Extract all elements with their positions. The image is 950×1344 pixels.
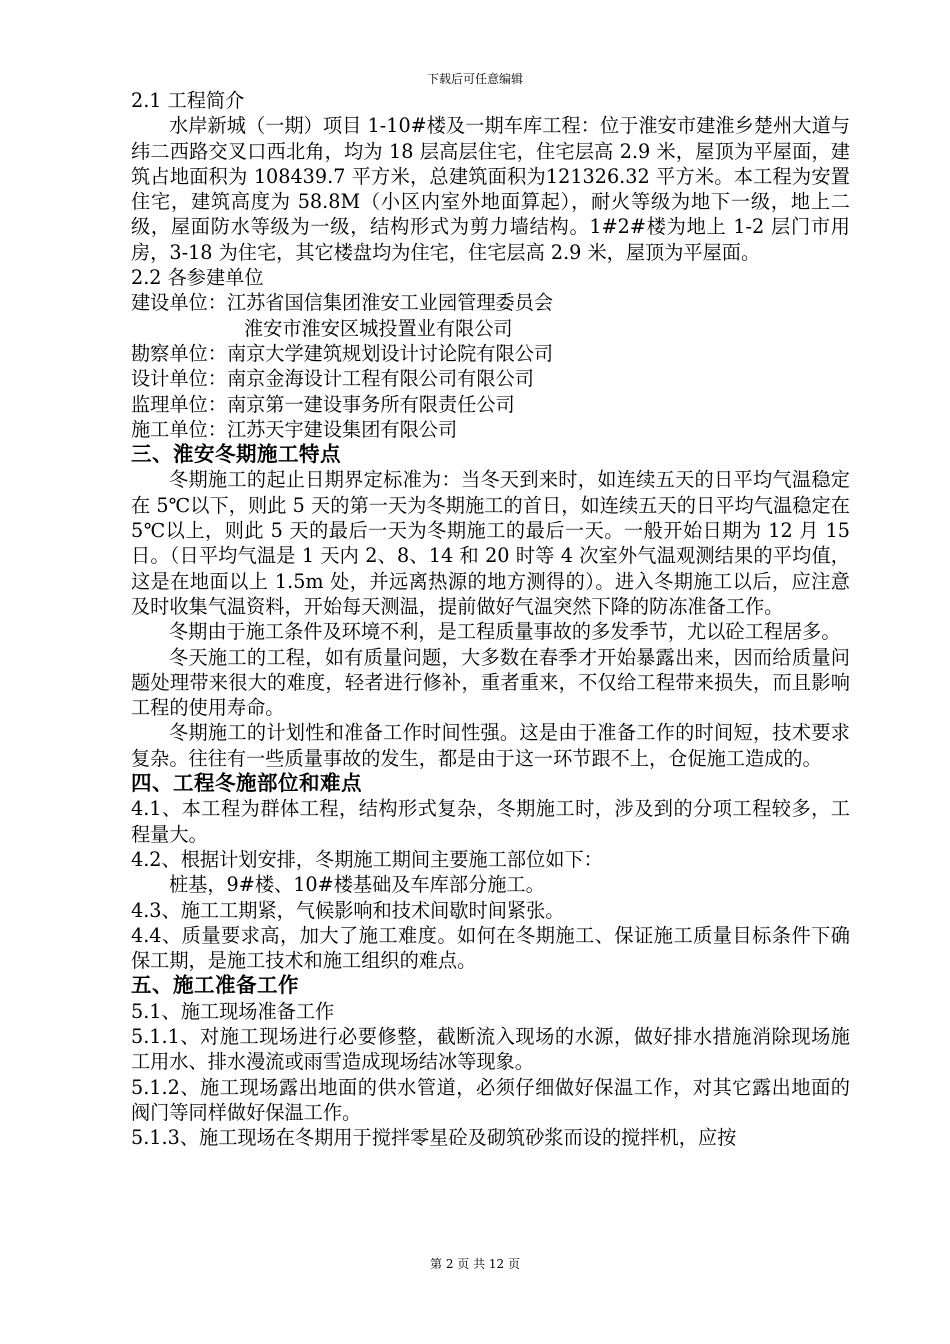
section-4-heading: 四、工程冬施部位和难点: [131, 771, 362, 796]
design-value: 南京金海设计工程有限公司有限公司: [226, 367, 534, 391]
builder-row: [131, 290, 850, 315]
section-3-paragraph-3: 冬天施工的工程，如有质量问题，大多数在春季才开始暴露出来，因而给质量问题处理带来很大的难度，轻者进行修补，重者重来，不仅给工程带来损失，而且影响工程的使用寿命。: [131, 645, 850, 720]
section-4-item-2-detail: 桩基，9#楼、10#楼基础及车库部分施工。: [169, 873, 545, 897]
supervise-label: 监理单位：: [131, 392, 227, 416]
supervise-row: [131, 392, 850, 417]
section-5-1-1: 5.1.1、对施工现场进行必要修整，截断流入现场的水源，做好排水措施消除现场施工用水、排水漫流或雨雪造成现场结冰等现象。: [131, 1024, 850, 1074]
section-5-1-title: 5.1、施工现场准备工作: [131, 999, 335, 1023]
section-2-1-title: 2.1 工程简介: [131, 89, 245, 112]
page-footer: 第 2 页 共 12 页: [430, 1257, 520, 1271]
section-4-item-2: 4.2、根据计划安排，冬期施工期间主要施工部位如下：: [131, 847, 603, 871]
document-body: [131, 88, 850, 1150]
survey-value: 南京大学建筑规划设计讨论院有限公司: [226, 341, 554, 365]
design-row: [131, 366, 850, 391]
section-2-2-title: 2.2 各参建单位: [131, 266, 264, 290]
project-overview-paragraph: 水岸新城（一期）项目 1-10#楼及一期车库工程：位于淮安市建淮乡楚州大道与纬二西路交叉口西北角，均为 18 层高层住宅，住宅层高 2.9 米，屋顶为平屋面，建筑占地面积为 108439.7 平方米，总建筑面积为121326.32 平方米。本工程为安置住宅，建筑高度为 58.8M（小区内室外地面算起），耐火等级为地下一级，地上二级，屋面防水等级为一级，结构形式为剪力墙结构。1#2#楼为地上 1-2 层门市用房，3-18 为住宅，其它楼盘均为住宅，住宅层高 2.9 米，屋顶为平屋面。: [131, 114, 850, 264]
section-4-item-1: 4.1、本工程为群体工程，结构形式复杂，冬期施工时，涉及到的分项工程较多，工程量大。: [131, 797, 850, 846]
section-3-paragraph-4: 冬期施工的计划性和准备工作时间性强。这是由于准备工作的时间短，技术要求复杂。往往有一些质量事故的发生，都是由于这一环节跟不上，仓促施工造成的。: [131, 721, 850, 770]
section-3-paragraph-2: 冬期由于施工条件及环境不利，是工程质量事故的多发季节，尤以砼工程居多。: [169, 620, 841, 644]
construct-label: 施工单位：: [131, 417, 227, 441]
page-header: 下载后可任意编辑: [426, 72, 523, 86]
builder-label: 建设单位：: [131, 291, 227, 315]
survey-row: [131, 341, 850, 366]
construct-value: 江苏天宇建设集团有限公司: [226, 417, 458, 441]
builder-value-1: 江苏省国信集团淮安工业园管理委员会: [226, 291, 554, 315]
design-label: 设计单位：: [131, 367, 227, 391]
construct-row: [131, 417, 850, 442]
section-5-heading: 五、施工准备工作: [131, 973, 299, 998]
section-5-1-3: 5.1.3、施工现场在冬期用于搅拌零星砼及砌筑砂浆而设的搅拌机，应按: [131, 1126, 737, 1150]
section-4-item-4: 4.4、质量要求高，加大了施工难度。如何在冬期施工、保证施工质量目标条件下确保工期，是施工技术和施工组织的难点。: [131, 923, 850, 973]
section-5-1-2: 5.1.2、施工现场露出地面的供水管道，必须仔细做好保温工作，对其它露出地面的阀门等同样做好保温工作。: [131, 1075, 850, 1124]
builder-value-2: 淮安市淮安区城投置业有限公司: [244, 316, 513, 340]
section-3-heading: 三、淮安冬期施工特点: [131, 442, 341, 467]
supervise-value: 南京第一建设事务所有限责任公司: [226, 392, 515, 416]
survey-label: 勘察单位：: [131, 341, 227, 365]
section-4-item-3: 4.3、施工工期紧，气候影响和技术间歇时间紧张。: [131, 898, 565, 922]
section-3-paragraph-1: 冬期施工的起止日期界定标准为：当冬天到来时，如连续五天的日平均气温稳定在 5℃以下，则此 5 天的第一天为冬期施工的首日，如连续五天的日平均气温稳定在 5℃以上，则此 5 天的最后一天为冬期施工的最后一天。一般开始日期为 12 月 15 日。（日平均气温是 1 天内 2、8、14 和 20 时等 4 次室外气温观测结果的平均值，这是在地面以上 1.5m 处，并远离热源的地方测得的）。进入冬期施工以后，应注意及时收集气温资料，开始每天测温，提前做好气温突然下降的防冻准备工作。: [131, 468, 850, 618]
